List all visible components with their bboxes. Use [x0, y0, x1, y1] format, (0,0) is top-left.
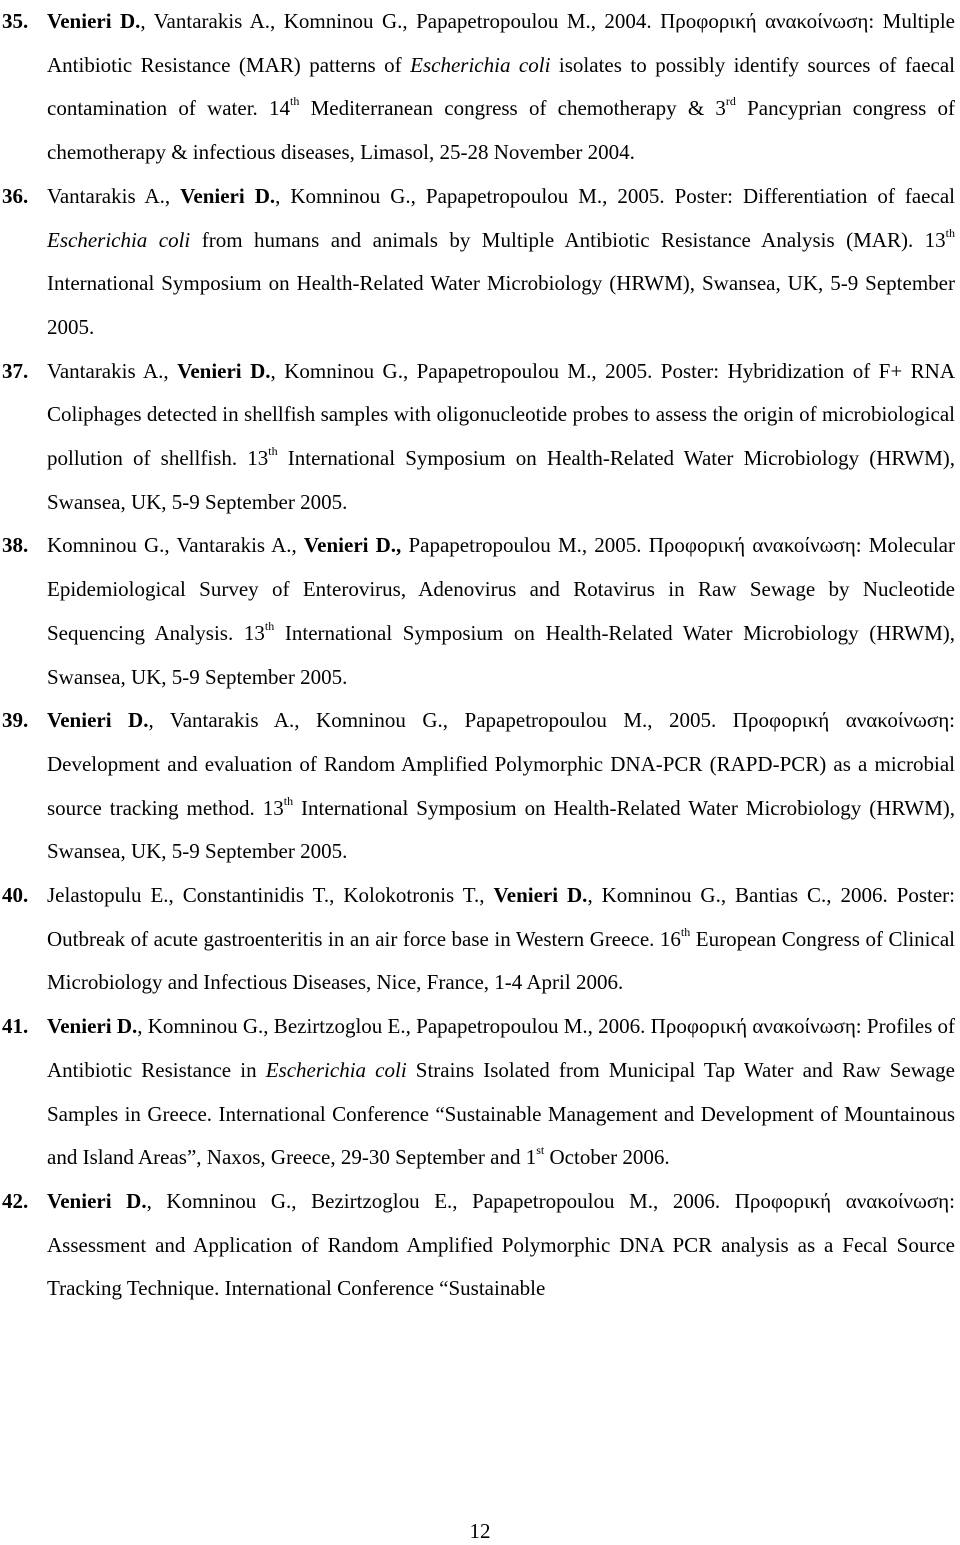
- ordinal-suffix: th: [264, 618, 275, 633]
- entry-text: Vantarakis A.,: [47, 183, 181, 208]
- publication-entry: [0, 0, 960, 175]
- entry-text: , Vantarakis A., Komninou G., Papapetropoulou M., 2004. Προφορική ανακοίνωση: Multiple Antibiotic Resistance (MAR) patterns of: [47, 9, 955, 77]
- entry-text: International Symposium on Health-Related Water Microbiology (HRWM), Swansea, UK, 5-9 September 2005.: [47, 446, 955, 514]
- ordinal-suffix: rd: [725, 94, 736, 109]
- entry-text: , Komninou G., Papapetropoulou M., 2005. Poster: Hybridization of F+ RNA Coliphages detected in shellfish samples with oligonucleotide probes to assess the origin of microbiological pollution of shellfish. 13: [47, 358, 955, 471]
- entry-text: , Komninou G., Papapetropoulou M., 2005. Poster: Differentiation of faecal: [275, 183, 955, 208]
- entry-text: European Congress of Clinical Microbiology and Infectious Diseases, Nice, France, 1-4 April 2006.: [47, 926, 955, 995]
- entry-number: 36.: [2, 183, 29, 208]
- ordinal-suffix: st: [536, 1143, 545, 1158]
- entry-citation: [47, 1005, 955, 1180]
- ordinal-suffix: th: [290, 94, 300, 109]
- ordinal-suffix: th: [268, 444, 278, 459]
- entry-citation: [47, 874, 955, 1005]
- entry-text: Komninou G., Vantarakis A.,: [47, 533, 304, 558]
- entry-text: , Komninou G., Bantias C., 2006. Poster: Outbreak of acute gastroenteritis in an air force base in Western Greece. 16: [47, 883, 955, 951]
- entry-text: Papapetropoulou M., 2005. Προφορική ανακοίνωση: Molecular Epidemiological Survey of Enterovirus, Adenovirus and Rotavirus in Raw Sewage by Nucleotide Sequencing Analysis. 13: [47, 533, 955, 645]
- entry-text: Strains Isolated from Municipal Tap Water and Raw Sewage Samples in Greece. International Conference “Sustainable Management and Development of Mountainous and Island Areas”, Naxos, Greece, 29-30 September and 1: [47, 1057, 956, 1170]
- species-name: Escherichia coli: [265, 1057, 407, 1082]
- entry-text: Pancyprian congress of chemotherapy & infectious diseases, Limasol, 25-28 November 2004.: [47, 96, 955, 165]
- entry-citation: [47, 524, 955, 699]
- entry-text: International Symposium on Health-Related Water Microbiology (HRWM), Swansea, UK, 5-9 September 2005.: [47, 795, 955, 864]
- entry-text: Vantarakis A.,: [47, 358, 178, 383]
- entry-text: , Komninou G., Bezirtzoglou E., Papapetropoulou M., 2006. Προφορική ανακοίνωση: Profiles of Antibiotic Resistance in: [47, 1014, 956, 1082]
- author-highlight: Venieri D.: [47, 708, 149, 733]
- entry-text: , Komninou G., Bezirtzoglou E., Papapetropoulou M., 2006. Προφορική ανακοίνωση: Assessment and Application of Random Amplified Polymorphic DNA PCR analysis as a Fecal Source Tracking Technique. International Conference “Sustainable: [47, 1188, 956, 1301]
- author-highlight: Venieri D.: [177, 358, 271, 383]
- author-highlight: Venieri D.: [47, 9, 141, 33]
- author-highlight: Venieri D.: [47, 1188, 147, 1213]
- author-highlight: Venieri D.: [493, 883, 588, 908]
- entry-number: 37.: [2, 358, 29, 383]
- publication-entry: [0, 1180, 960, 1311]
- entry-text: , Vantarakis A., Komninou G., Papapetropoulou M., 2005. Προφορική ανακοίνωση: Development and evaluation of Random Amplified Polymorphic DNA-PCR (RAPD-PCR) as a microbial source tracking method. 13: [47, 708, 956, 820]
- publication-entry: [0, 874, 960, 1005]
- ordinal-suffix: th: [283, 793, 294, 808]
- entry-citation: [47, 0, 955, 175]
- entry-number: 35.: [2, 9, 29, 33]
- entry-text: International Symposium on Health-Related Water Microbiology (HRWM), Swansea, UK, 5-9 September 2005.: [47, 271, 955, 339]
- publication-entry: [0, 524, 960, 699]
- species-name: Escherichia coli: [410, 52, 551, 77]
- ordinal-suffix: th: [945, 225, 956, 240]
- publication-entry: [0, 175, 960, 350]
- entry-text: from humans and animals by Multiple Antibiotic Resistance Analysis (MAR). 13: [190, 227, 946, 252]
- entry-text: isolates to possibly identify sources of faecal contamination of water. 14: [47, 52, 956, 121]
- page-number: 12: [469, 1519, 491, 1543]
- entry-number: 42.: [2, 1188, 29, 1213]
- entry-citation: [47, 350, 955, 525]
- entry-citation: [47, 699, 955, 874]
- entry-text: Mediterranean congress of chemotherapy & 3: [299, 96, 726, 121]
- author-highlight: Venieri D.: [47, 1014, 138, 1039]
- publication-entry: [0, 1005, 960, 1180]
- publication-entry: [0, 350, 960, 525]
- publication-entry: [0, 699, 960, 874]
- ordinal-suffix: th: [680, 924, 691, 939]
- entry-number: 40.: [2, 883, 29, 908]
- entry-text: Jelastopulu E., Constantinidis T., Kolokotronis T.,: [47, 883, 494, 908]
- entry-number: 38.: [2, 533, 29, 558]
- author-highlight: Venieri D.: [180, 183, 276, 208]
- author-highlight: Venieri D.,: [303, 533, 402, 558]
- entry-number: 39.: [2, 708, 29, 733]
- species-name: Escherichia coli: [47, 227, 191, 252]
- entry-number: 41.: [2, 1014, 29, 1039]
- entry-text: October 2006.: [544, 1145, 670, 1170]
- entry-citation: [47, 1180, 955, 1311]
- entry-citation: [47, 175, 955, 350]
- entry-text: International Symposium on Health-Related Water Microbiology (HRWM), Swansea, UK, 5-9 September 2005.: [47, 620, 955, 689]
